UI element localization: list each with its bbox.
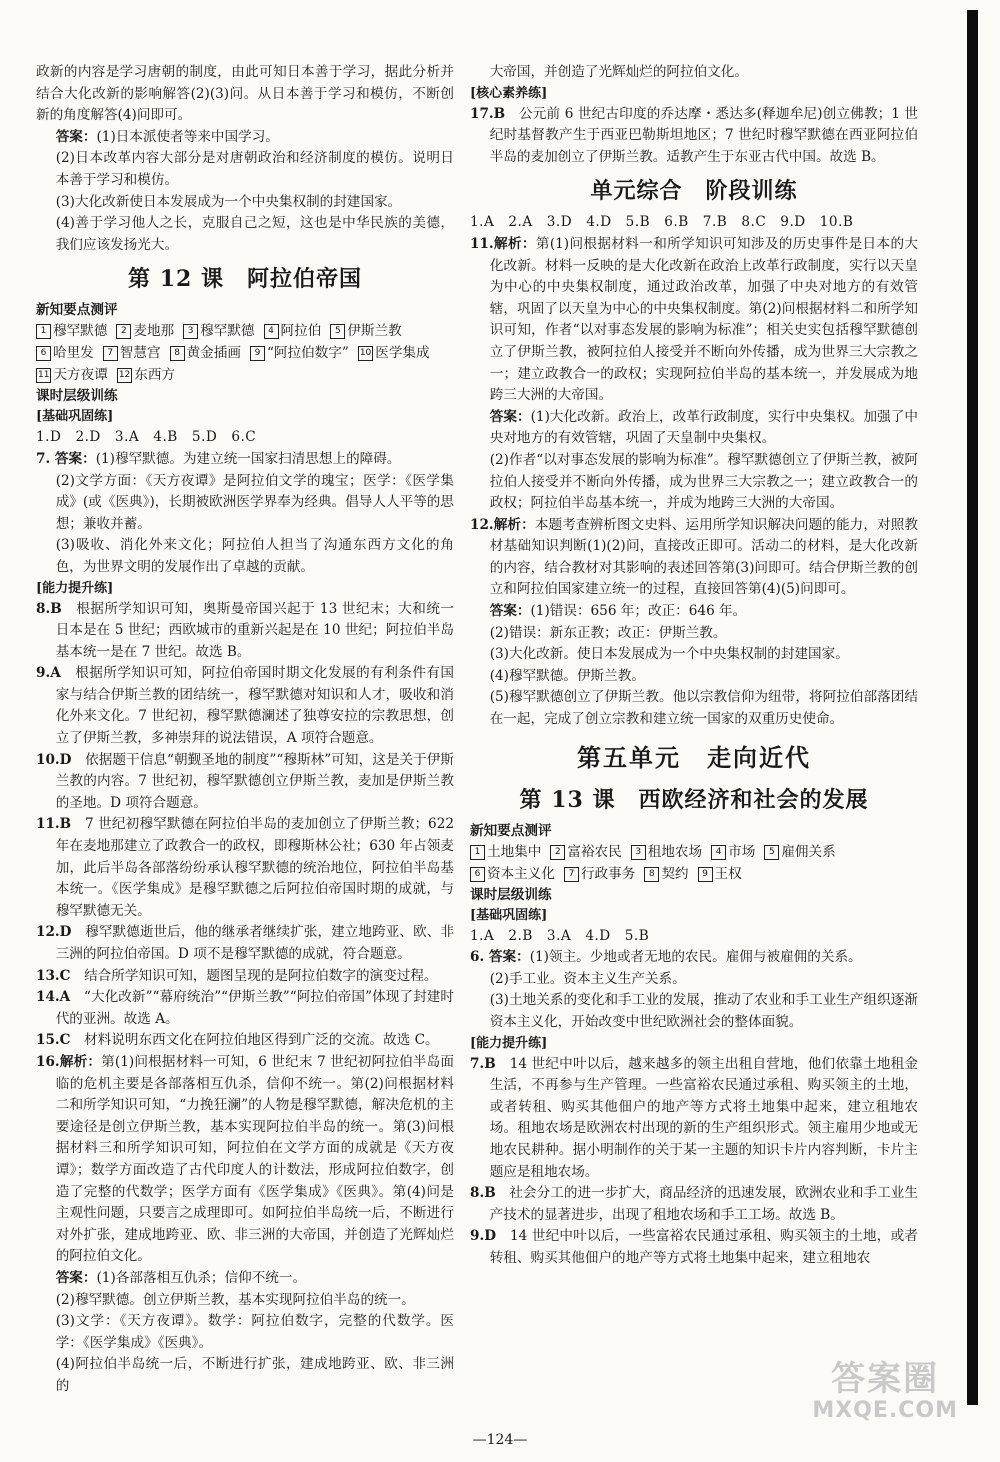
q6-answer-cont (470, 969, 918, 1034)
q7-answer: 7. 答案：(1)穆罕默德。为建立统一国家扫清思想上的障碍。 (36, 450, 401, 467)
q6-answer: 6. 答案：(1)领主。少地或者无地的农民。雇佣与被雇佣的关系。 (470, 949, 862, 966)
answer-line: (4)善于学习他人之长，克服自己之短，这也是中华民族的美德，我们应该发扬光大。 (55, 215, 454, 253)
question-item: 10.D 依据题干信息“朝觐圣地的制度”“穆斯林”可知，这是关于伊斯兰教的内容。7 世纪初，穆罕默德创立伊斯兰教，麦加是伊斯兰教的圣地。D 项符合题意。 (36, 751, 454, 811)
subsection-core: [核心素养练] (470, 85, 548, 101)
subsection-basic: [基础巩固练] (470, 907, 548, 923)
answer-line: (3)大化改新使日本发展成为一个中央集权制的封建国家。 (55, 193, 402, 210)
q7-answer-cont (36, 471, 454, 579)
answer-line: (3)文学：《天方夜谭》。数学：阿拉伯数字，完整的代数学。医学：《医学集成》《医典》。 (55, 1313, 454, 1351)
key-point: 5 伊斯兰教 (330, 321, 401, 342)
key-point: 8 契约 (644, 864, 688, 885)
key-point: 9 王权 (698, 864, 742, 885)
answer-line: (2)手工业。资本主义生产关系。 (489, 970, 686, 987)
key-point: 2 麦地那 (116, 321, 174, 342)
key-point: 1 土地集中 (470, 842, 541, 863)
key-point: 8 黄金插画 (170, 343, 241, 364)
question-item: 12.D 穆罕默德逝世后，他的继承者继续扩张，建立地跨亚、欧、非三洲的阿拉伯帝国。D 项不是穆罕默德的成就，符合题意。 (36, 924, 454, 962)
key-points-list (36, 321, 454, 386)
unit-5-title: 第五单元 走向近代 (577, 742, 811, 772)
question-item: 9.A 根据所学知识可知，阿拉伯帝国时期文化发展的有利条件有国家与结合伊斯兰教的团结统一，穆罕默德对知识和人才，吸收和消化外来文化。7 世纪初，穆罕默德澜述了独尊安拉的宗教思想，创立了伊斯兰教，多神崇拜的说法错误，A 项符合题意。 (36, 665, 454, 747)
mc-answers: 1.D 2.D 3.A 4.B 5.D 6.C (36, 429, 257, 446)
question-item: 15.C 材料说明东西文化在阿拉伯地区得到广泛的交流。故选 C。 (36, 1032, 439, 1049)
key-point: 7 行政事务 (564, 864, 635, 885)
section-new-knowledge: 新知要点测评 (470, 822, 552, 839)
answer-line: (2)日本改革内容大部分是对唐朝政治和经济制度的模仿。说明日本善于学习和模仿。 (55, 150, 454, 188)
key-point: 4 市场 (711, 842, 755, 863)
key-point: 10 医学集成 (359, 345, 430, 362)
mc-answers: 1.A 2.B 3.A 4.D 5.B (470, 927, 650, 944)
answer-line: (4)穆罕默德。伊斯兰教。 (489, 667, 645, 684)
question-item: 16.解析：第(1)问根据材料一可知，6 世纪末 7 世纪初阿拉伯半岛面临的危机主要是各部落相互仇杀，信仰不统一。第(2)问根据材料二和所学知识可知，“力挽狂澜”的人物是穆罕默德，解决危机的主要途径是创立伊斯兰教，基本实现阿拉伯半岛的统一。第(3)问根据材料三和所学知识可知，阿拉伯在文学方面的成就是《天方夜谭》；数学方面改造了古代印度人的计数法，形成阿拉伯数字，创造了完整的代数学；医学方面有《医学集成》《医典》。第(4)问是主观性问题，只要言之成理即可。如阿拉伯半岛统一后，不断进行对外扩张，建成地跨亚、欧、非三洲的大帝国，并创造了光辉灿烂的阿拉伯文化。 (36, 1053, 454, 1265)
lesson-12-title: 第 12 课 阿拉伯帝国 (128, 266, 362, 293)
answer-line: (5)穆罕默德创立了伊斯兰教。他以宗教信仰为纽带，将阿拉伯部落团结在一起，完成了创立宗教和建立统一国家的双重历史使命。 (489, 689, 918, 728)
section-new-knowledge: 新知要点测评 (36, 302, 118, 319)
key-points-list (470, 842, 918, 885)
question-item: 11.解析：第(1)问根据材料一和所学知识可知涉及的历史事件是日本的大化改新。材料一反映的是大化改新在政治上改革行政制度，实行以天皇为中心的中央集权制度，通过政治改革，加强了中央对地方的有效管辖，巩固了以天皇为中心的中央集权制度。第(2)问根据材料二和所学知识可知，作者“以对事态发展的影响为标准”；相关史实包括穆罕默德创立了伊斯兰教，被阿拉伯人接受并不断向外传播，成为世界三大宗教之一；建立政教合一的政权；实现阿拉伯半岛的基本统一，并发展成为地跨三大洲的大帝国。 (470, 235, 918, 404)
section-class-training: 课时层级训练 (36, 388, 118, 405)
question-item: 13.C 结合所学知识可知，题图呈现的是阿拉伯数字的演变过程。 (36, 967, 438, 984)
subsection-basic: [基础巩固练] (36, 409, 114, 425)
continued-text: 大帝国，并创造了光辉灿烂的阿拉伯文化。 (489, 64, 748, 80)
question-item: 17.B 公元前 6 世纪古印度的乔达摩・悉达多(释迦牟尼)创立佛教；1 世纪时基督教产生于西亚巴勒斯坦地区；7 世纪时穆罕默德在西亚阿拉伯半岛的麦加创立了伊斯兰教。适教产生于东亚古代中国。故选 B。 (470, 105, 918, 165)
question-item: 8.B 社会分工的进一步扩大，商品经济的迅速发展，欧洲农业和手工业生产技术的显著进步，出现了租地农场和手工工场。故选 B。 (470, 1185, 918, 1223)
answer-line: 答案：(1)各部落相互仇杀；信仰不统一。 (55, 1269, 307, 1286)
subsection-ability: [能力提升练] (36, 580, 114, 596)
question-item: 12.解析：本题考查辨析图文史料、运用所学知识解决问题的能力，对照教材基础知识判断(1)(2)问，直接改正即可。活动二的材料，是大化改新的内容，结合教材对其影响的表述回答第(3)问即可。结合伊斯兰教的创立和阿拉伯国家建立统一的过程，直接回答第(4)(5)问即可。 (470, 516, 918, 598)
question-item: 14.A “大化改新”“幕府统治”“伊斯兰教”“阿拉伯帝国”体现了封建时代的亚洲。故选 A。 (36, 989, 454, 1027)
answer-line: (2)错误：新东正教；改正：伊斯兰教。 (489, 624, 727, 641)
intro-answer (36, 127, 454, 257)
question-item: 11.B 7 世纪初穆罕默德在阿拉伯半岛的麦加创立了伊斯兰教；622 年在麦地那建立了政教合一的政权，即穆斯林公社；630 年占领麦加，此后半岛各部落纷纷承认穆罕默德的统治地位，阿拉伯半岛基本统一。《医学集成》是穆罕默德之后阿拉伯帝国时期的成就，与穆罕默德无关。 (36, 816, 454, 919)
intro-paragraph: 政新的内容是学习唐朝的制度，由此可知日本善于学习，据此分析并结合大化改新的影响解答(2)(3)问。从日本善于学习和模仿，不断创新的角度解答(4)问即可。 (36, 64, 454, 124)
key-point: 2 富裕农民 (550, 842, 621, 863)
key-point: 3 穆罕默德 (183, 321, 254, 342)
key-point: 5 雇佣关系 (764, 842, 835, 863)
q16-answer (36, 1268, 454, 1398)
answer-line: (3)土地关系的变化和手工业的发展，推动了农业和手工业生产组织逐渐资本主义化，开始改变中世纪欧洲社会的整体面貌。 (489, 992, 918, 1030)
key-point: 9 “阿拉伯数字” (250, 343, 349, 364)
answer-line: (3)吸收、消化外来文化；阿拉伯人担当了沟通东西方文化的角色，为世界文明的发展作出了卓越的贡献。 (55, 537, 454, 575)
mc-answers: 1.A 2.A 3.D 4.D 5.B 6.B 7.B 8.C 9.D 10.B (470, 214, 854, 231)
key-point: 6 资本主义化 (470, 864, 555, 885)
question-item: 7.B 14 世纪中叶以后，越来越多的领主出租自营地，他们依靠土地租金生活，不再参与生产管理。一些富裕农民通过承租、购买领主的土地，或者转租、购买其他佃户的地产等方式将土地集中起来，建立租地农场。租地农场是欧洲农村出现的新的生产组织形式。领主雇用少地或无地农民耕种。据小明制作的关于某一主题的知识卡片内容判断，卡片主题应是租地农场。 (470, 1055, 918, 1180)
answer-line: (4)阿拉伯半岛统一后，不断进行扩张，建成地跨亚、欧、非三洲的 (55, 1356, 454, 1394)
key-point: 7 智慧宫 (103, 343, 161, 364)
unit-summary-title: 单元综合 阶段训练 (590, 178, 798, 205)
key-point: 4 阿拉伯 (264, 321, 322, 342)
q12-answer (470, 601, 918, 731)
page-number: —124— (472, 1432, 528, 1448)
watermark-text: 答案圈 (831, 1359, 940, 1399)
key-point: 3 租地农场 (631, 842, 702, 863)
answer-line: (3)大化改新。使日本发展成为一个中央集权制的封建国家。 (489, 646, 849, 663)
key-point: 11 天方夜谭 (38, 367, 108, 384)
right-column (470, 62, 918, 1270)
answer-line: 答案：(1)日本派使者等来中国学习。 (55, 128, 279, 145)
watermark-logo (812, 1360, 958, 1424)
answer-line: (2)作者“以对事态发展的影响为标准”。穆罕默德创立了伊斯兰教，被阿拉伯人接受并不断向外传播，成为世界三大宗教之一；建立政教合一的政权；阿拉伯半岛基本统一，并成为地跨三大洲的大帝国。 (489, 451, 918, 512)
question-item: 9.D 14 世纪中叶以后，一些富裕农民通过承租、购买领主的土地，或者转租、购买其他佃户的地产等方式将土地集中起来，建立租地农 (470, 1228, 918, 1266)
key-point: 1 穆罕默德 (36, 321, 107, 342)
key-point: 6 哈里发 (36, 343, 94, 364)
q11-answer (470, 407, 918, 515)
answer-line: 答案：(1)大化改新。政治上，改革行政制度，实行中央集权。加强了中央对地方的有效管辖，巩固了天皇制中央集权。 (489, 408, 918, 447)
watermark-url: MXQE.COM (812, 1398, 958, 1423)
answer-line: (2)穆罕默德。创立伊斯兰教，基本实现阿拉伯半岛的统一。 (55, 1291, 415, 1308)
answer-line: 答案：(1)错误：656 年；改正：646 年。 (489, 603, 747, 620)
lesson-13-title: 第 13 课 西欧经济和社会的发展 (519, 786, 869, 813)
answer-line: (2)文学方面：《天方夜谭》是阿拉伯文学的瑰宝；医学：《医学集成》(或《医典》)，长期被欧洲医学界奉为经典。倡导人人平等的思想；兼收并蓄。 (55, 472, 454, 532)
section-class-training: 课时层级训练 (470, 886, 552, 903)
question-item: 8.B 根据所学知识可知，奥斯曼帝国兴起于 13 世纪末；大和统一日本是在 5 世纪；西欧城市的重新兴起是在 10 世纪；阿拉伯半岛基本统一是在 7 世纪。故选 B。 (36, 600, 454, 660)
subsection-ability: [能力提升练] (470, 1035, 548, 1051)
key-point: 12 东西方 (118, 367, 176, 384)
page-edge-shadow (967, 10, 978, 1405)
left-column (36, 62, 454, 1397)
